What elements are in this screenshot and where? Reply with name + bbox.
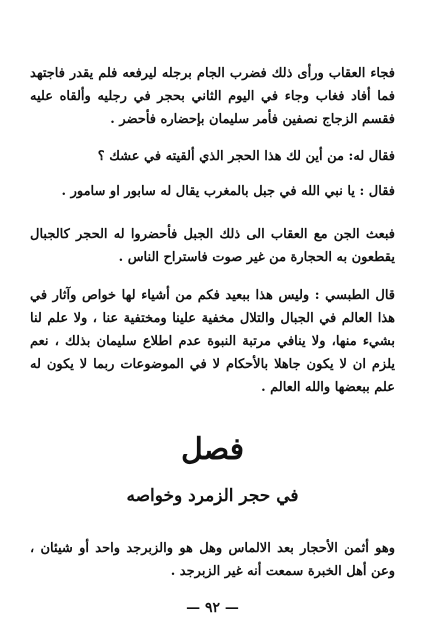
- section-heading: فصل: [180, 432, 245, 467]
- paragraph-emerald: [30, 537, 395, 583]
- paragraph-tabasi-quote: [30, 284, 395, 399]
- page-number: — ٩٢ —: [186, 600, 239, 616]
- paragraph-text: وهو أثمن الأحجار بعد الالماس وهل هو والزبرجد واحد أو شيئان ، وعن أهل الخبرة سمعت أنه غير الزبرجد .: [30, 541, 395, 579]
- paragraph-text: فقال : يا نبي الله في جبل بالمغرب يقال له سابور او سامور .: [61, 184, 395, 199]
- paragraph-text: فجاء العقاب ورأى ذلك فضرب الجام برجله ليرفعه فلم يقدر فاجتهد فما أفاد فغاب وجاء في اليوم الثاني بحجر في رجليه وألقاه عليه فقسم الزجاج نصفين فأمر سليمان بإحضاره فأحضر .: [30, 66, 395, 127]
- paragraph-text: فبعث الجن مع العقاب الى ذلك الجبل فأحضروا له الحجر كالجبال يقطعون به الحجارة من غير صوت فاستراح الناس .: [30, 227, 395, 265]
- section-subheading: في حجر الزمرد وخواصه: [126, 486, 299, 506]
- paragraph-eagle-story: [30, 62, 395, 131]
- paragraph-answer: [30, 180, 395, 203]
- paragraph-text: قال الطبسي : وليس هذا ببعيد فكم من أشياء لها خواص وآثار في هذا العالم في الجبال والتلال مخفية علينا ومختفية عنا ، ولا علم لنا بشيء منها، ولا ينافي مرتبة النبوة عدم اطلاع سليمان بذلك ، نعم يلزم ان لا يكون جاهلا بالأحكام لا في الموضوعات ربما لا يكون له علم ببعضها والله العالم .: [30, 288, 395, 395]
- paragraph-question: [30, 145, 395, 168]
- paragraph-jinn: [30, 223, 395, 269]
- paragraph-text: فقال له: من أين لك هذا الحجر الذي ألقيته في عشك ؟: [97, 149, 395, 164]
